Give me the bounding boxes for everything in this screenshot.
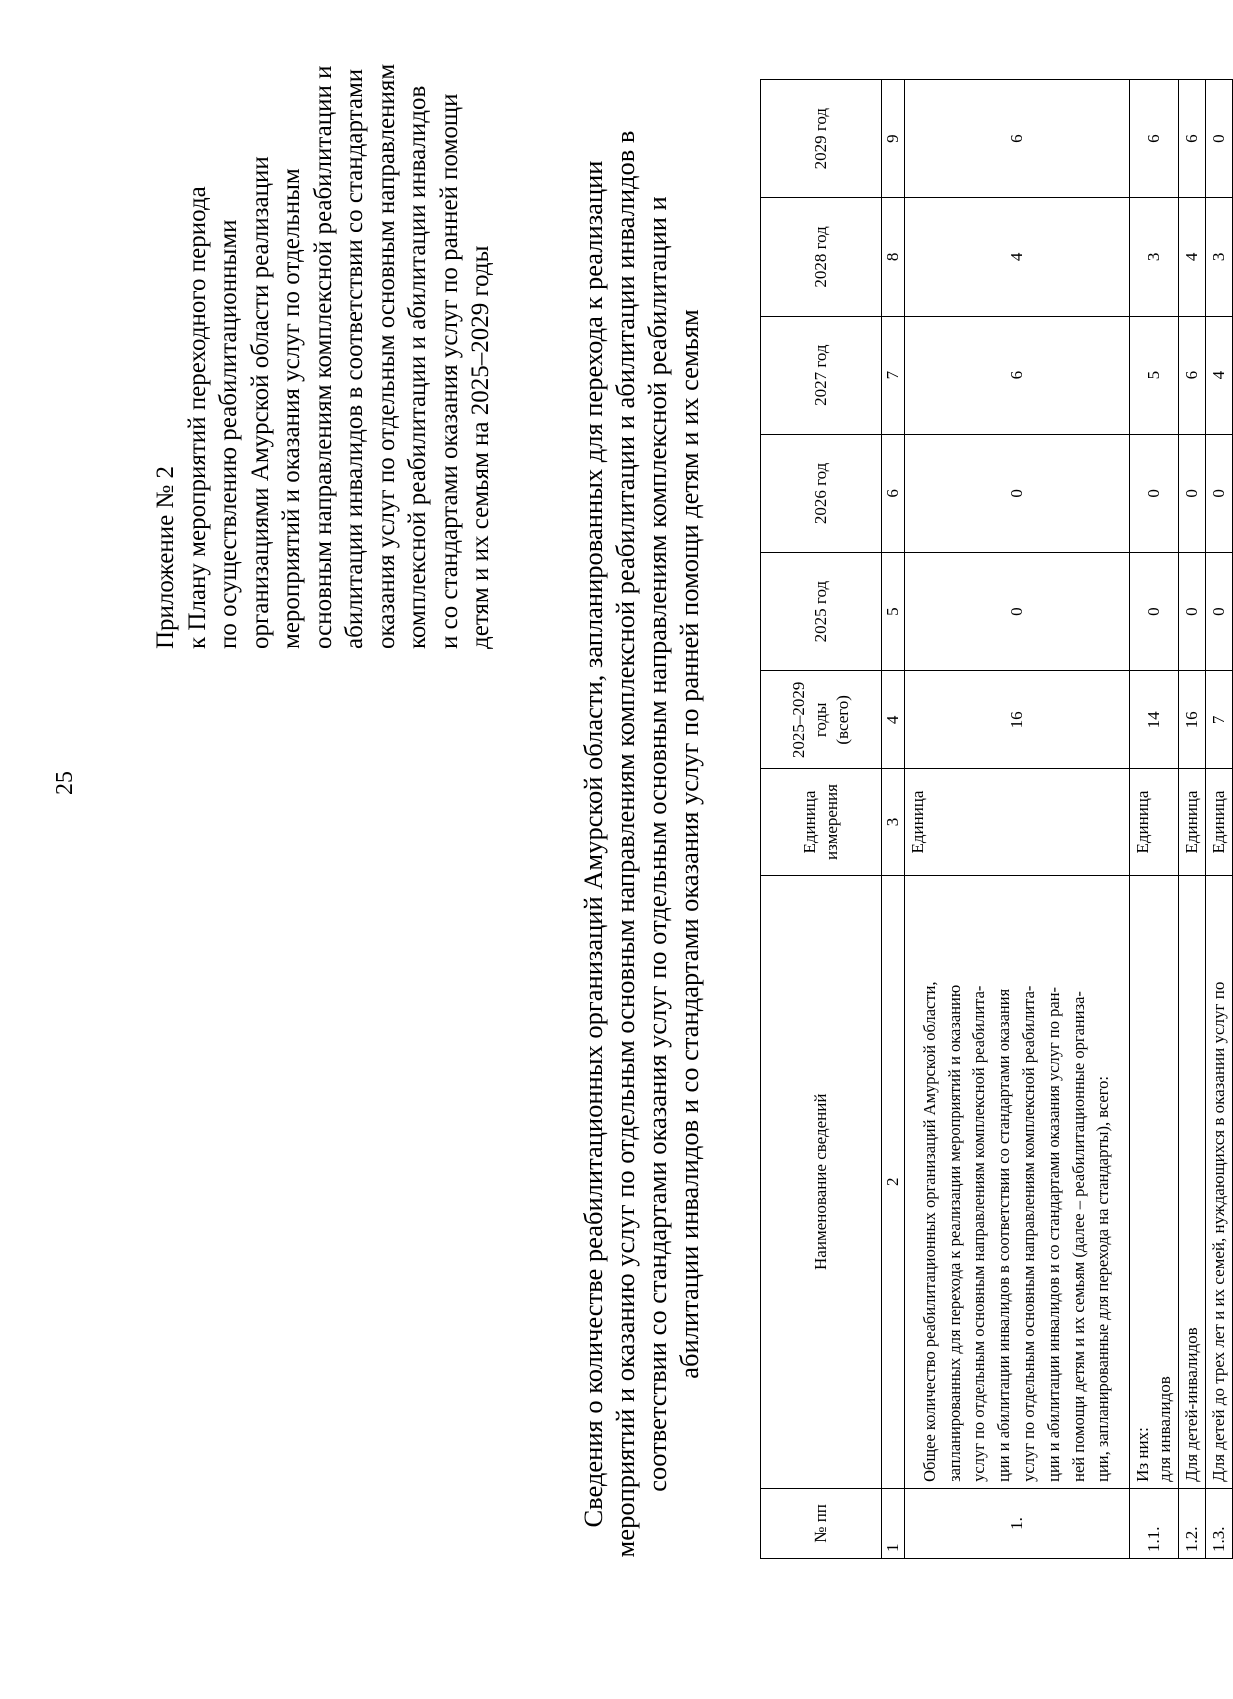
row-total: 16 [905,671,1130,769]
row-unit: Единица [905,769,1130,875]
row-2025: 0 [1206,553,1233,671]
header-total-line: 2025–2029 [789,681,808,759]
row-name-line: услуг по отдельным основным направлениям комплексной реабилита- [1019,985,1038,1482]
header-num: № пп [761,1488,882,1558]
column-number: 1 [882,1488,905,1558]
row-num: 1.3. [1206,1488,1233,1558]
row-2028: 3 [1206,198,1233,316]
row-name-line: ней помощи детям и их семьям (далее – реабилитационные организа- [1068,991,1088,1482]
row-total: 7 [1206,671,1233,769]
row-name-line: ции, запланированные для перехода на стандарты), всего: [1093,1076,1113,1482]
row-2026: 0 [1130,434,1179,552]
column-number: 5 [882,553,905,671]
header-row [761,80,882,1559]
header-2025: 2025 год [761,553,882,671]
appendix-line: к Плану мероприятий переходного периода [183,186,211,649]
row-name-line: Из них: [1133,1427,1152,1482]
table-row [1206,80,1233,1559]
row-total: 16 [1179,671,1206,769]
appendix-line: организациями Амурской области реализации [246,156,274,649]
appendix-line: абилитации инвалидов в соответствии со стандартами [341,68,368,649]
header-2028: 2028 год [761,198,882,316]
row-2029: 0 [1206,80,1233,198]
row-2029: 6 [1179,80,1206,198]
appendix-heading [150,29,497,649]
document-title [577,119,705,1569]
header-unit [761,769,882,875]
row-2028: 4 [905,198,1130,316]
row-name [905,875,1130,1488]
row-2025: 0 [905,553,1130,671]
row-2026: 0 [905,434,1130,552]
appendix-line: мероприятий и оказания услуг по отдельным [278,168,305,649]
row-name-line: услуг по отдельным основным направлениям комплексной реабилита- [969,985,989,1482]
row-name: Для детей до трех лет и их семей, нуждающихся в оказании услуг по [1206,875,1233,1488]
appendix-line: и со стандартами оказания услуг по ранней помощи [435,93,463,649]
row-2027: 6 [905,316,1130,434]
column-number: 3 [882,769,905,875]
row-unit: Единица [1206,769,1233,875]
header-unit-line: измерения [822,784,841,860]
column-number: 9 [882,80,905,198]
appendix-line: оказания услуг по отдельным основным направлениям [372,63,400,649]
column-number: 2 [882,875,905,1488]
appendix-line: комплексной реабилитации и абилитации инвалидов [404,85,431,649]
appendix-line: Приложение № 2 [152,465,179,649]
column-number: 6 [882,434,905,552]
title-line: мероприятий и оказанию услуг по отдельным основным направлениям комплексной реабилитации и абилитации инвалидов в [610,130,640,1558]
row-2029: 6 [1130,80,1179,198]
row-name-line: ции и абилитации инвалидов и со стандартами оказания услуг по ран- [1043,986,1063,1482]
header-2029: 2029 год [761,80,882,198]
title-line: соответствии со стандартами оказания услуг по отдельным основным направлениям комплексной реабилитации и [642,196,672,1492]
row-num: 1.2. [1179,1488,1206,1558]
header-total-line: годы [811,702,830,738]
row-2026: 0 [1179,434,1206,552]
header-total-line: (всего) [833,695,852,745]
row-num: 1.1. [1130,1488,1179,1558]
row-2027: 4 [1206,316,1233,434]
row-2027: 5 [1130,316,1179,434]
appendix-line: по осуществлению реабилитационными [215,219,242,649]
row-unit: Единица [1130,769,1179,875]
table-row [905,80,1130,1559]
row-unit: Единица [1179,769,1206,875]
row-total: 14 [1130,671,1179,769]
column-number: 8 [882,198,905,316]
header-name: Наименование сведений [761,875,882,1488]
column-number: 4 [882,671,905,769]
table-row [1179,80,1206,1559]
appendix-line: детям и их семьям на 2025–2029 годы [467,245,494,649]
row-2029: 6 [905,80,1130,198]
row-name-line: ции и абилитации инвалидов в соответствии со стандартами оказания [994,988,1014,1482]
column-number: 7 [882,316,905,434]
column-number-row [882,80,905,1559]
row-name [1130,875,1179,1488]
header-unit-line: Единица [800,790,819,854]
row-num: 1. [905,1488,1130,1558]
row-2025: 0 [1179,553,1206,671]
row-name-line: запланированных для перехода к реализации мероприятий и оказанию [944,984,964,1482]
row-2028: 4 [1179,198,1206,316]
row-name-line: для инвалидов [1155,1376,1174,1482]
row-name-line: Общее количество реабилитационных организаций Амурской области, [919,981,939,1482]
header-2026: 2026 год [761,434,882,552]
title-line: абилитации инвалидов и со стандартами оказания услуг по ранней помощи детям и их семьям [674,309,704,1379]
row-2027: 6 [1179,316,1206,434]
header-2027: 2027 год [761,316,882,434]
row-2028: 3 [1130,198,1179,316]
table-row [1130,80,1179,1559]
title-line: Сведения о количестве реабилитационных организаций Амурской области, запланированных для перехода к реализации [578,160,608,1528]
page-number: 25 [52,771,78,795]
row-2026: 0 [1206,434,1233,552]
data-table [760,79,1233,1559]
row-2025: 0 [1130,553,1179,671]
row-name: Для детей-инвалидов [1179,875,1206,1488]
appendix-line: основным направлениям комплексной реабилитации и [309,65,337,649]
header-total [761,671,882,769]
